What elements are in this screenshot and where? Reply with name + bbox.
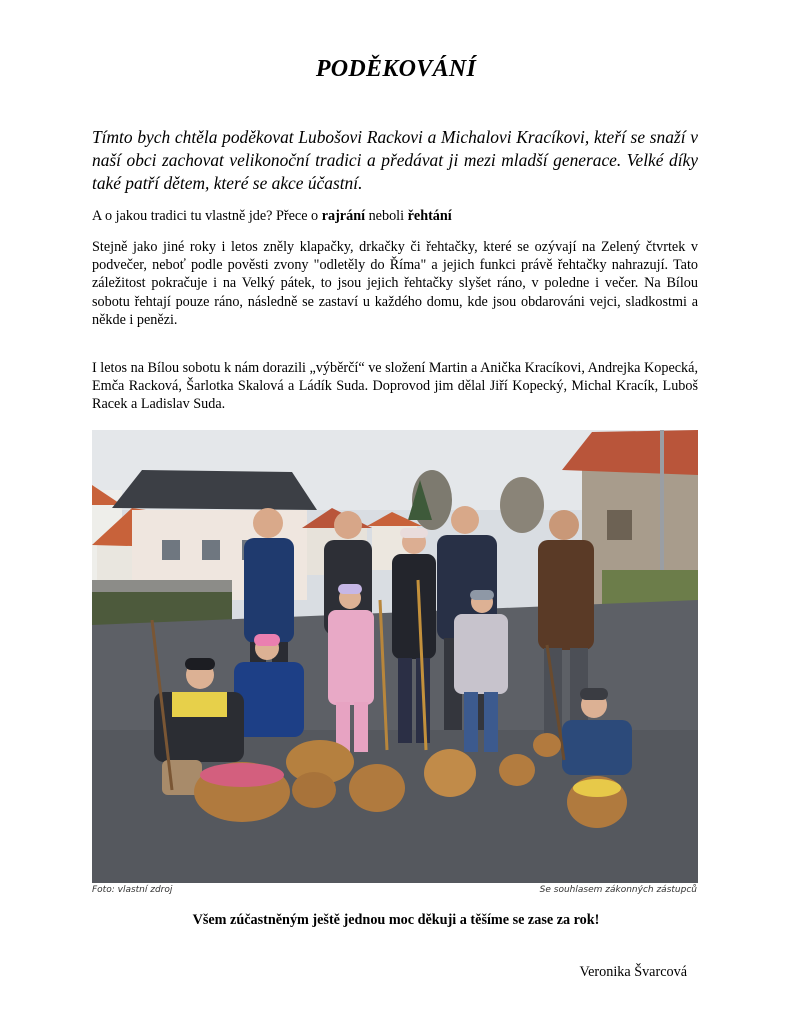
question-term-rajrani: rajrání	[321, 208, 366, 224]
intro-paragraph: Tímto bych chtěla poděkovat Lubošovi Rackovi a Michalovi Kracíkovi, kteří se snaží v naší obci zachovat velikonoční tradici a předávat ji mezi mladší generace. Velké díky také patří dětem, které se akce účastní.	[92, 127, 698, 193]
group-photo	[92, 430, 698, 883]
photo-caption-source: Foto: vlastní zdroj	[92, 885, 173, 895]
group-photo-illustration	[92, 430, 698, 883]
paragraph-tradition: Stejně jako jiné roky i letos zněly klapačky, drkačky či řehtačky, které se ozývají na Zelený čtvrtek v podvečer, neboť podle pověsti zvony "odletěly do Říma" a jejich funkci právě řehtačky nahrazují. Tato záležitost pokračuje i na Velký pátek, to jsou jejich řehtačky slyšet ráno, v poledne i večer. Na Bílou sobotu řehtají pouze ráno, následně se zastaví u každého domu, kde jsou obdarováni vejci, sladkostmi a někde i penězi.	[92, 239, 698, 328]
page-title: PODĚKOVÁNÍ	[315, 56, 477, 82]
question-prefix: A o jakou tradici tu vlastně jde? Přece o	[92, 208, 322, 224]
question-middle: neboli	[365, 208, 408, 224]
photo-caption-consent: Se souhlasem zákonných zástupců	[539, 885, 697, 895]
paragraph-participants: I letos na Bílou sobotu k nám dorazili „výběrčí“ ve složení Martin a Anička Kracíkovi, Andrejka Kopecká, Emča Racková, Šarlotka Skalová a Ládík Suda. Doprovod jim dělal Jiří Kopecký, Michal Kracík, Luboš Racek a Ladislav Suda.	[92, 360, 698, 413]
thanks-line: Všem zúčastněným ještě jednou moc děkuji a těšíme se zase za rok!	[192, 912, 600, 928]
question-line	[92, 207, 698, 225]
signature: Veronika Švarcová	[579, 964, 687, 980]
question-term-rehtani: řehtání	[407, 208, 452, 224]
